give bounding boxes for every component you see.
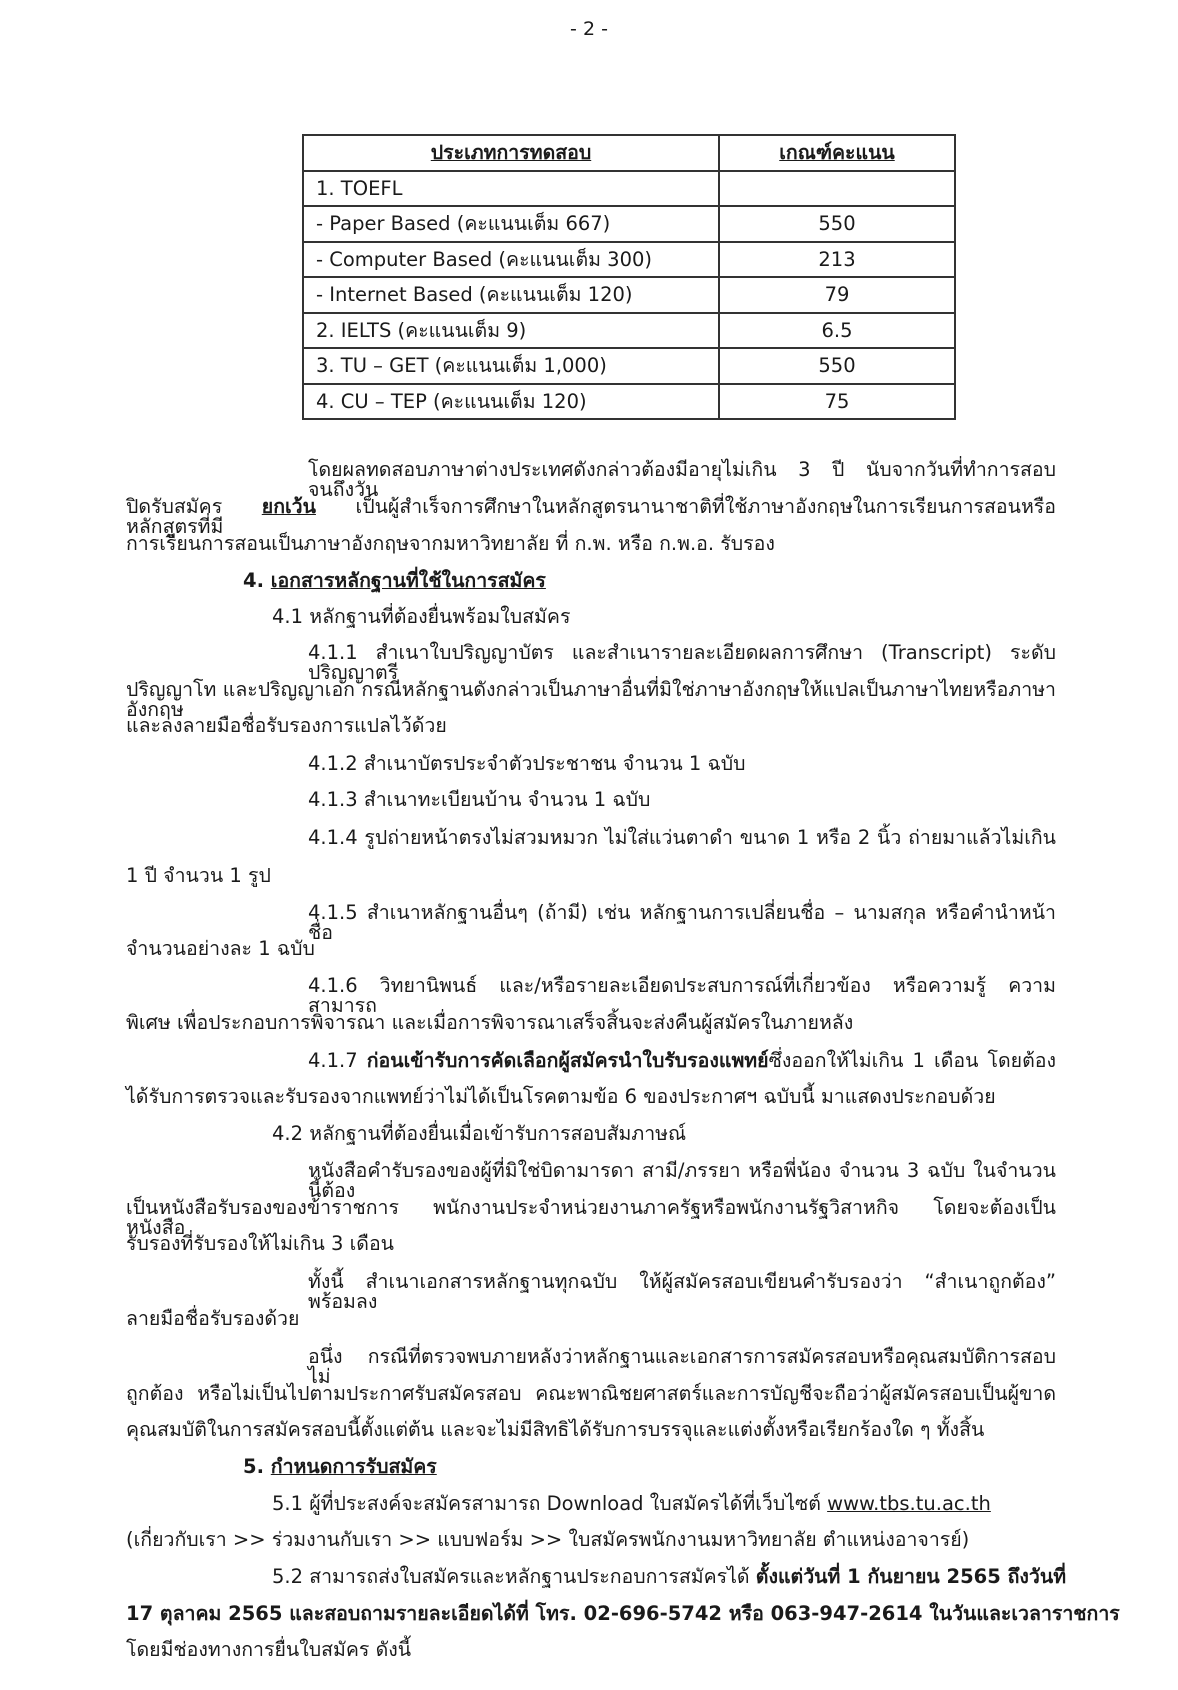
item-4-1-2: 4.1.2 สำเนาบัตรประจำตัวประชาชน จำนวน 1 ฉบับ — [308, 752, 746, 775]
item-5-2-line1: 5.2 สามารถส่งใบสมัครและหลักฐานประกอบการสมัครได้ ตั้งแต่วันที่ 1 กันยายน 2565 ถึงวันที่ — [272, 1565, 1067, 1588]
score-cell: 75 — [719, 384, 955, 420]
table-row — [303, 206, 955, 242]
test-type-cell: 4. CU – TEP (คะแนนเต็ม 120) — [303, 384, 719, 420]
test-type-cell: 2. IELTS (คะแนนเต็ม 9) — [303, 313, 719, 349]
table-row — [303, 384, 955, 420]
page-number: - 2 - — [570, 18, 608, 40]
header-test-type: ประเภทการทดสอบ — [303, 135, 719, 171]
para1-line2: ปิดรับสมัคร ยกเว้น เป็นผู้สำเร็จการศึกษาในหลักสูตรนานาชาติที่ใช้ภาษาอังกฤษในการเรียนการสอนหรือหลักสูตรที่มี — [126, 495, 1056, 538]
item-4-1-3: 4.1.3 สำเนาทะเบียนบ้าน จำนวน 1 ฉบับ — [308, 788, 651, 811]
score-cell — [719, 171, 955, 207]
item-4-1-4-line1: 4.1.4 รูปถ่ายหน้าตรงไม่สวมหมวก ไม่ใส่แว่นตาดำ ขนาด 1 หรือ 2 นิ้ว ถ่ายมาแล้วไม่เกิน — [308, 826, 1056, 849]
tbs-website-link[interactable]: www.tbs.tu.ac.th — [827, 1492, 991, 1515]
score-cell: 550 — [719, 348, 955, 384]
test-type-cell: 1. TOEFL — [303, 171, 719, 207]
para42-line2: เป็นหนังสือรับรองของข้าราชการ พนักงานประจำหน่วยงานภาครัฐหรือพนักงานรัฐวิสาหกิจ โดยจะต้องเป็นหนังสือ — [126, 1196, 1056, 1239]
item-4-1-1-line3: และลงลายมือชื่อรับรองการแปลไว้ด้วย — [126, 714, 447, 737]
table-row — [303, 242, 955, 278]
score-cell: 6.5 — [719, 313, 955, 349]
header-score: เกณฑ์คะแนน — [719, 135, 955, 171]
item-4-1-1-line2: ปริญญาโท และปริญญาเอก กรณีหลักฐานดังกล่าวเป็นภาษาอื่นที่มิใช่ภาษาอังกฤษให้แปลเป็นภาษาไทยหรือภาษาอังกฤษ — [126, 678, 1056, 721]
score-cell: 213 — [719, 242, 955, 278]
para1-line3: การเรียนการสอนเป็นภาษาอังกฤษจากมหาวิทยาลัย ที่ ก.พ. หรือ ก.พ.อ. รับรอง — [126, 532, 775, 555]
medical-certificate-requirement: ก่อนเข้ารับการคัดเลือกผู้สมัครนำใบรับรองแพทย์ — [366, 1049, 769, 1072]
table-row — [303, 348, 955, 384]
para43-line1: ทั้งนี้ สำเนาเอกสารหลักฐานทุกฉบับ ให้ผู้สมัครสอบเขียนคำรับรองว่า “สำเนาถูกต้อง” พร้อมลง — [308, 1270, 1056, 1313]
item-4-1-5-line2: จำนวนอย่างละ 1 ฉบับ — [126, 937, 315, 960]
exception-label: ยกเว้น — [261, 495, 316, 518]
item-5-2-line2: 17 ตุลาคม 2565 และสอบถามรายละเอียดได้ที่ โทร. 02-696-5742 หรือ 063-947-2614 ในวันและเวลาราชการ — [126, 1602, 1120, 1625]
item-4-1-1-line1: 4.1.1 สำเนาใบปริญญาบัตร และสำเนารายละเอียดผลการศึกษา (Transcript) ระดับปริญญาตรี — [308, 641, 1056, 684]
score-cell: 550 — [719, 206, 955, 242]
para42-line1: หนังสือคำรับรองของผู้ที่มิใช่บิดามารดา สามี/ภรรยา หรือพี่น้อง จำนวน 3 ฉบับ ในจำนวนนี้ต้อง — [308, 1159, 1056, 1202]
test-criteria-table — [302, 134, 956, 420]
score-cell: 79 — [719, 277, 955, 313]
para44-line3: คุณสมบัติในการสมัครสอบนี้ตั้งแต่ต้น และจะไม่มีสิทธิได้รับการบรรจุและแต่งตั้งหรือเรียกร้องใด ๆ ทั้งสิ้น — [126, 1418, 985, 1441]
table-row — [303, 313, 955, 349]
test-type-cell: - Internet Based (คะแนนเต็ม 120) — [303, 277, 719, 313]
test-type-cell: 3. TU – GET (คะแนนเต็ม 1,000) — [303, 348, 719, 384]
section4-2-heading: 4.2 หลักฐานที่ต้องยื่นเมื่อเข้ารับการสอบสัมภาษณ์ — [272, 1122, 687, 1145]
table-row — [303, 171, 955, 207]
para43-line2: ลายมือชื่อรับรองด้วย — [126, 1307, 300, 1330]
item-5-2-line3: โดยมีช่องทางการยื่นใบสมัคร ดังนี้ — [126, 1638, 412, 1661]
test-type-cell: - Computer Based (คะแนนเต็ม 300) — [303, 242, 719, 278]
application-period: ตั้งแต่วันที่ 1 กันยายน 2565 ถึงวันที่ — [755, 1565, 1067, 1588]
table-row — [303, 277, 955, 313]
item-4-1-5-line1: 4.1.5 สำเนาหลักฐานอื่นๆ (ถ้ามี) เช่น หลักฐานการเปลี่ยนชื่อ – นามสกุล หรือคำนำหน้าชื่อ — [308, 901, 1056, 944]
test-type-cell: - Paper Based (คะแนนเต็ม 667) — [303, 206, 719, 242]
para1-line1: โดยผลทดสอบภาษาต่างประเทศดังกล่าวต้องมีอายุไม่เกิน 3 ปี นับจากวันที่ทำการสอบจนถึงวัน — [308, 458, 1056, 501]
item-4-1-6-line2: พิเศษ เพื่อประกอบการพิจารณา และเมื่อการพิจารณาเสร็จสิ้นจะส่งคืนผู้สมัครในภายหลัง — [126, 1011, 854, 1034]
item-4-1-6-line1: 4.1.6 วิทยานิพนธ์ และ/หรือรายละเอียดประสบการณ์ที่เกี่ยวข้อง หรือความรู้ ความสามารถ — [308, 974, 1056, 1017]
item-4-1-4-line2: 1 ปี จำนวน 1 รูป — [126, 864, 271, 887]
section5-heading: 5. กำหนดการรับสมัคร — [243, 1455, 437, 1478]
section4-1-heading: 4.1 หลักฐานที่ต้องยื่นพร้อมใบสมัคร — [272, 605, 571, 628]
section4-heading: 4. เอกสารหลักฐานที่ใช้ในการสมัคร — [243, 569, 546, 592]
para42-line3: รับรองที่รับรองให้ไม่เกิน 3 เดือน — [126, 1232, 394, 1255]
table-header-row — [303, 135, 955, 171]
item-4-1-7-line1: 4.1.7 ก่อนเข้ารับการคัดเลือกผู้สมัครนำใบรับรองแพทย์ซึ่งออกให้ไม่เกิน 1 เดือน โดยต้อง — [308, 1049, 1056, 1072]
item-5-1-line1: 5.1 ผู้ที่ประสงค์จะสมัครสามารถ Download ใบสมัครได้ที่เว็บไซต์ www.tbs.tu.ac.th — [272, 1492, 991, 1515]
para44-line2: ถูกต้อง หรือไม่เป็นไปตามประกาศรับสมัครสอบ คณะพาณิชยศาสตร์และการบัญชีจะถือว่าผู้สมัครสอบเป็นผู้ขาด — [126, 1382, 1056, 1405]
para44-line1: อนึ่ง กรณีที่ตรวจพบภายหลังว่าหลักฐานและเอกสารการสมัครสอบหรือคุณสมบัติการสอบไม่ — [308, 1345, 1056, 1388]
item-4-1-7-line2: ได้รับการตรวจและรับรองจากแพทย์ว่าไม่ได้เป็นโรคตามข้อ 6 ของประกาศฯ ฉบับนี้ มาแสดงประกอบด้วย — [126, 1085, 996, 1108]
item-5-1-line2: (เกี่ยวกับเรา >> ร่วมงานกับเรา >> แบบฟอร์ม >> ใบสมัครพนักงานมหาวิทยาลัย ตำแหน่งอาจารย์) — [126, 1528, 970, 1551]
